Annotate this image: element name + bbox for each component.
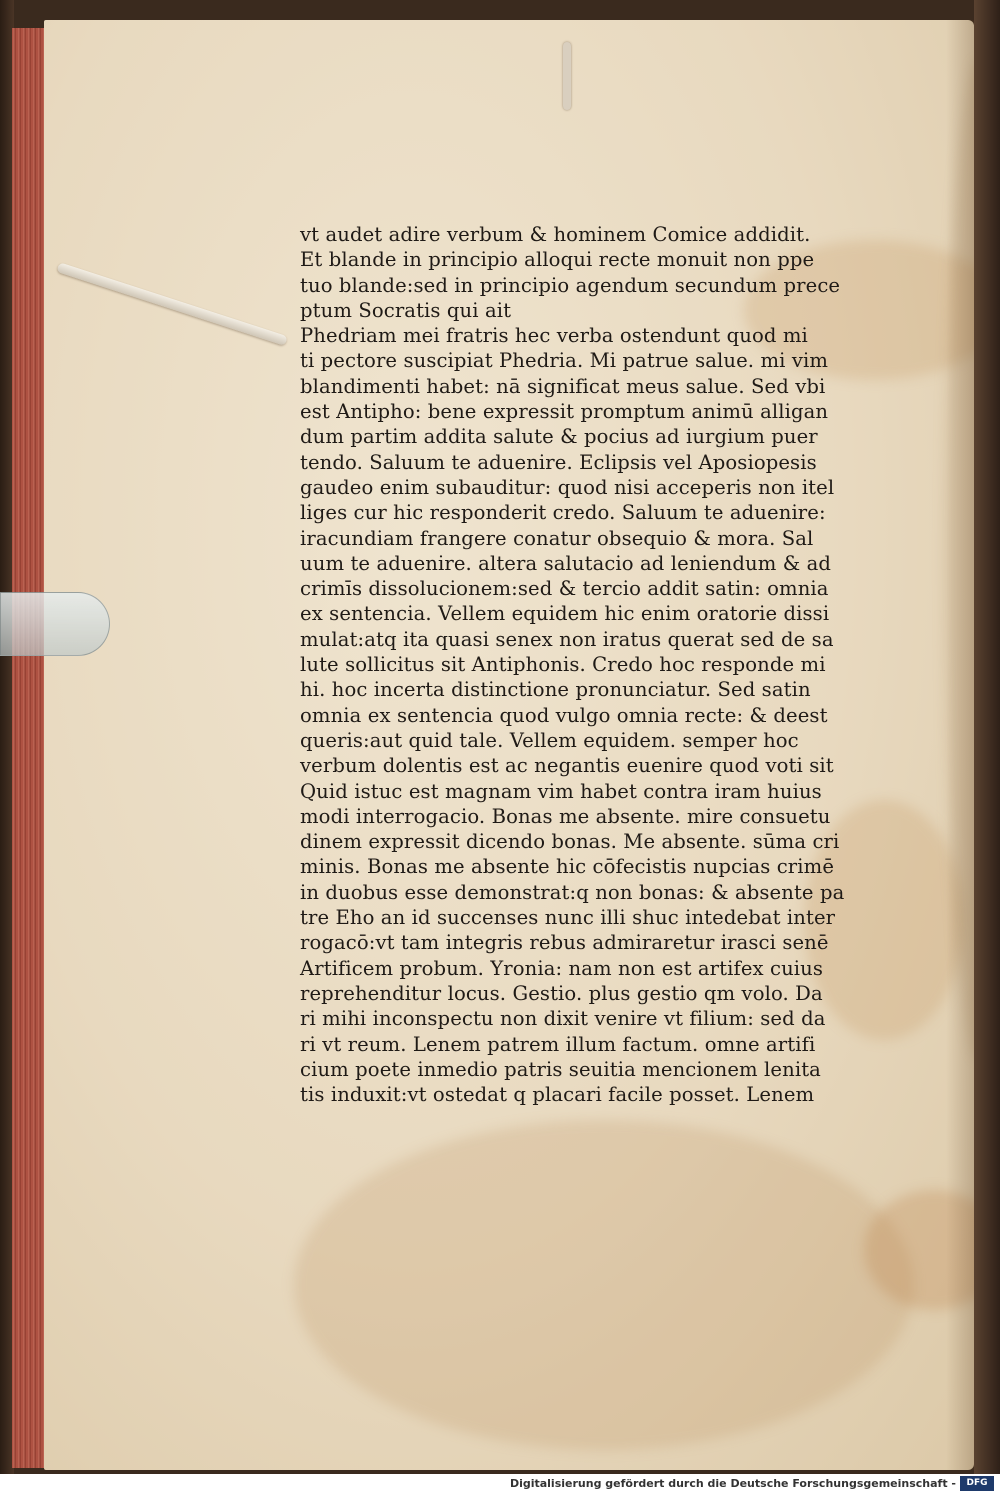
funding-credit: Digitalisierung gefördert durch die Deutsche Forschungsgemeinschaft - <box>509 1477 956 1490</box>
text-line: tendo. Saluum te aduenire. Eclipsis vel Aposiopesis <box>300 450 817 474</box>
text-line: blandimenti habet: nā significat meus salue. Sed vbi <box>300 374 826 398</box>
page-clip <box>0 592 110 656</box>
fiber-debris <box>563 42 571 110</box>
text-line: iracundiam frangere conatur obsequio & mora. Sal <box>300 526 814 550</box>
text-line: uum te aduenire. altera salutacio ad leniendum & ad <box>300 551 832 575</box>
text-line: vt audet adire verbum & hominem Comice addidit. <box>300 223 811 246</box>
text-line: crimīs dissolucionem:sed & tercio addit satin: omnia <box>300 577 829 601</box>
text-line: queris:aut quid tale. Vellem equidem. semper hoc <box>300 728 799 752</box>
text-line: ex sentencia. Vellem equidem hic enim oratorie dissi <box>300 602 830 626</box>
text-line: liges cur hic responderit credo. Saluum te aduenire: <box>300 501 826 525</box>
text-line: mulat:atq ita quasi senex non iratus querat sed de sa <box>300 627 834 651</box>
text-line: tuo blande:sed in principio agendum secundum prece <box>300 273 841 297</box>
text-line: tis induxit:vt ostedat q placari facile posset. Lenem <box>300 1083 815 1107</box>
text-line: lute sollicitus sit Antiphonis. Credo hoc responde mi <box>300 653 826 677</box>
text-line: ri vt reum. Lenem patrem illum factum. omne artifi <box>300 1032 816 1056</box>
text-line: verbum dolentis est ac negantis euenire quod voti sit <box>300 754 834 778</box>
text-line: Quid istuc est magnam vim habet contra iram huius <box>300 779 822 803</box>
text-line: dum partim addita salute & pocius ad iurgium puer <box>300 425 818 449</box>
text-line: Artificem probum. Yronia: nam non est artifex cuius <box>300 956 824 980</box>
text-block <box>300 222 845 1107</box>
text-line: hi. hoc incerta distinctione pronunciatur. Sed satin <box>300 678 811 702</box>
text-line: tre Eho an id succenses nunc illi shuc intedebat inter <box>300 906 836 930</box>
water-stain <box>294 1120 914 1450</box>
text-line: reprehenditur locus. Gestio. plus gestio qm volo. Da <box>300 981 823 1005</box>
footer-bar <box>0 1474 1000 1494</box>
text-line: cium poete inmedio patris seuitia mencionem lenita <box>300 1057 821 1081</box>
book-spine-edge <box>974 0 1000 1474</box>
dfg-logo: DFG <box>960 1476 994 1491</box>
text-line: gaudeo enim subauditur: quod nisi acceperis non itel <box>300 475 835 499</box>
text-line: dinem expressit dicendo bonas. Me absente. sūma cri <box>300 830 840 854</box>
text-line: est Antipho: bene expressit promptum animū alligan <box>300 400 829 424</box>
text-line: ri mihi inconspectu non dixit venire vt filium: sed da <box>300 1007 826 1031</box>
text-line: in duobus esse demonstrat:q non bonas: & absente pa <box>300 880 845 904</box>
text-line: omnia ex sentencia quod vulgo omnia recte: & deest <box>300 703 828 727</box>
text-line: modi interrogacio. Bonas me absente. mire consuetu <box>300 804 831 828</box>
text-line: rogacō:vt tam integris rebus admiraretur irasci senē <box>300 931 829 955</box>
text-line: ti pectore suscipiat Phedria. Mi patrue salue. mi vim <box>300 349 829 373</box>
text-line: minis. Bonas me absente hic cōfecistis nupcias crimē <box>300 855 835 879</box>
text-line: ptum Socratis qui ait <box>300 298 512 322</box>
page-edges <box>12 28 46 1468</box>
text-line: Et blande in principio alloqui recte monuit non ppe <box>300 248 815 272</box>
text-line: Phedriam mei fratris hec verba ostendunt quod mi <box>300 324 808 348</box>
